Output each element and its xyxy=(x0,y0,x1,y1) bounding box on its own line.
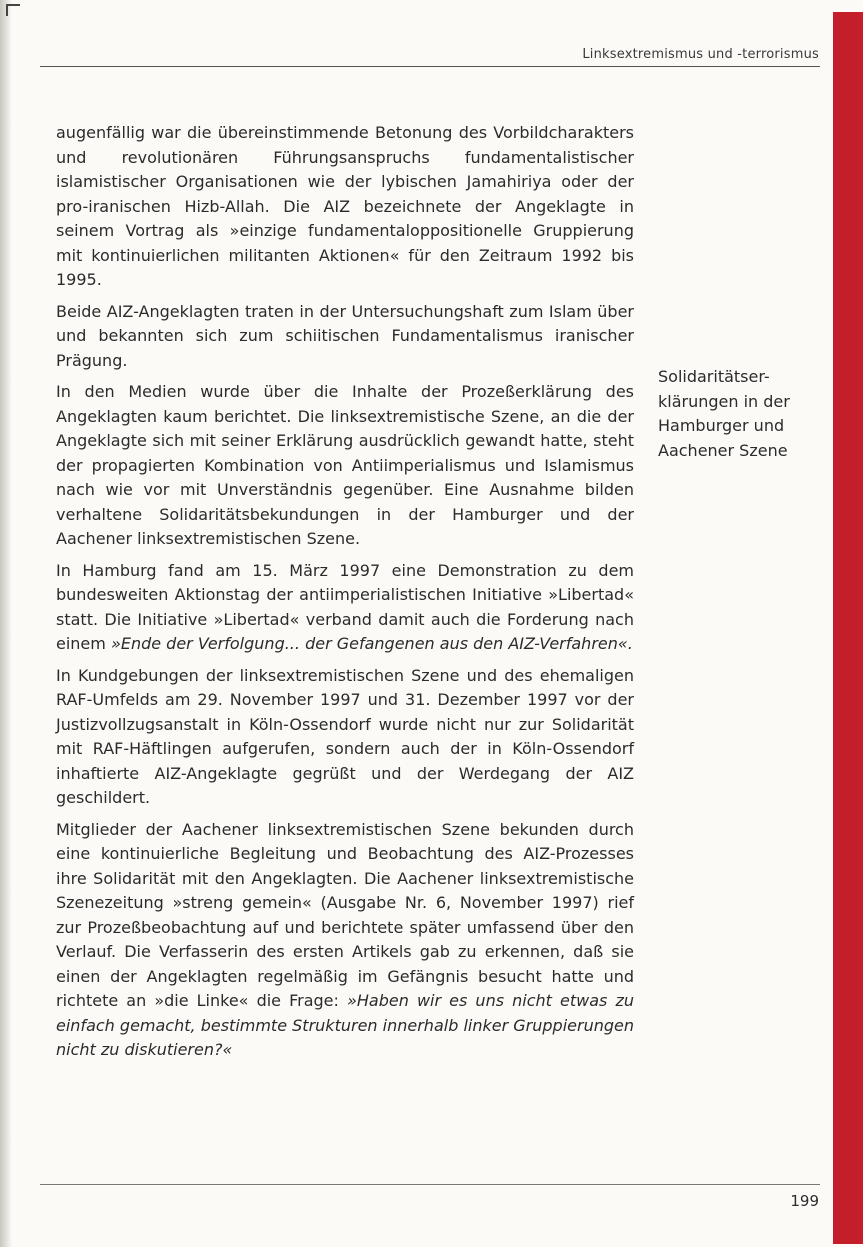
paragraph-koeln: In Kundgebungen der linksextremistischen Szene und des ehemaligen RAF-Umfelds am 29. November 1997 und 31. Dezember 1997 vor der Justizvollzugsanstalt in Köln-Ossendorf wurde nicht nur zur Solidarität mit RAF-Häftlingen aufgerufen, sondern auch der in Köln-Ossendorf inhaftierte AIZ-Angeklagte gegrüßt und der Werdegang der AIZ geschildert. xyxy=(56,665,634,807)
page-number: 199 xyxy=(790,1192,819,1210)
paragraph-hamburg-text: In Hamburg fand am 15. März 1997 eine Demonstration zu dem bundesweiten Aktionstag der antiimperialistischen Initiative »Libertad« statt. Die Initiative »Libertad« verband damit auch die Forderung nach einem xyxy=(56,560,634,653)
paragraph-media: In den Medien wurde über die Inhalte der Prozeßerklärung des Angeklagten kaum berichtet. Die linksextremistische Szene, an die der Angeklagte sich mit seiner Erklärung ausdrücklich gewandt hatte, steht der propagierten Kombination von Antiimperialismus und Islamismus nach wie vor mit Unverständnis gegenüber. Eine Ausnahme bilden verhaltene Solidaritätsbekundungen in der Hamburger und der Aachener linksextremistischen Szene. xyxy=(56,382,634,548)
paragraph-aachen-quote: »Haben wir es uns nicht etwas zu einfach gemacht, bestimmte Strukturen innerhalb linker Gruppierungen nicht zu diskutieren?« xyxy=(56,991,635,1059)
crop-mark-horizontal xyxy=(6,4,20,6)
paragraph-continued: augenfällig war die übereinstimmende Betonung des Vorbildcharakters und revolutionären Führungsanspruchs fundamentalistischer islamistischer Organisationen wie der lybischen Jamahiriya oder der pro-iranischen Hizb-Allah. Die AIZ bezeichnete der Angeklagte in seinem Vortrag als »einzige fundamentaloppositionelle Gruppierung mit kontinuierlichen militanten Aktionen« für den Zeitraum 1992 bis 1995. xyxy=(56,123,634,289)
running-head: Linksextremismus und -terrorismus xyxy=(582,47,819,62)
paragraph-conversion: Beide AIZ-Angeklagten traten in der Untersuchungshaft zum Islam über und bekannten sich zum schiitischen Fundamentalismus iranischer Prägung. xyxy=(56,301,634,370)
margin-note: Solidaritätser- klärungen in der Hamburger und Aachener Szene xyxy=(658,367,790,460)
footer-rule xyxy=(40,1184,820,1185)
crop-mark xyxy=(6,4,20,18)
paragraph-hamburg-quote: »Ende der Verfolgung... der Gefangenen aus den AIZ-Verfahren«. xyxy=(110,634,633,653)
paragraph-aachen-text: Mitglieder der Aachener linksextremistischen Szene bekunden durch eine kontinuierliche Begleitung und Beobachtung des AIZ-Prozesses ihre Solidarität mit den Angeklagten. Die Aachener linksextremistische Szenezeitung »streng gemein« (Ausgabe Nr. 6, November 1997) rief zur Prozeßbeobachtung auf und berichtete später umfassend über den Verlauf. Die Verfasserin des ersten Artikels gab zu erkennen, daß sie einen der Angeklagten regelmäßig im Gefängnis besucht hatte und richtete an »die Linke« die Frage: xyxy=(56,819,634,1010)
header-rule xyxy=(40,66,820,67)
paragraph-hamburg xyxy=(56,559,634,657)
page-gutter-shadow xyxy=(0,0,12,1247)
crop-mark-vertical xyxy=(6,4,8,16)
chapter-tab xyxy=(833,12,863,1244)
paragraph-aachen xyxy=(56,818,634,1063)
body-text xyxy=(56,121,634,1070)
